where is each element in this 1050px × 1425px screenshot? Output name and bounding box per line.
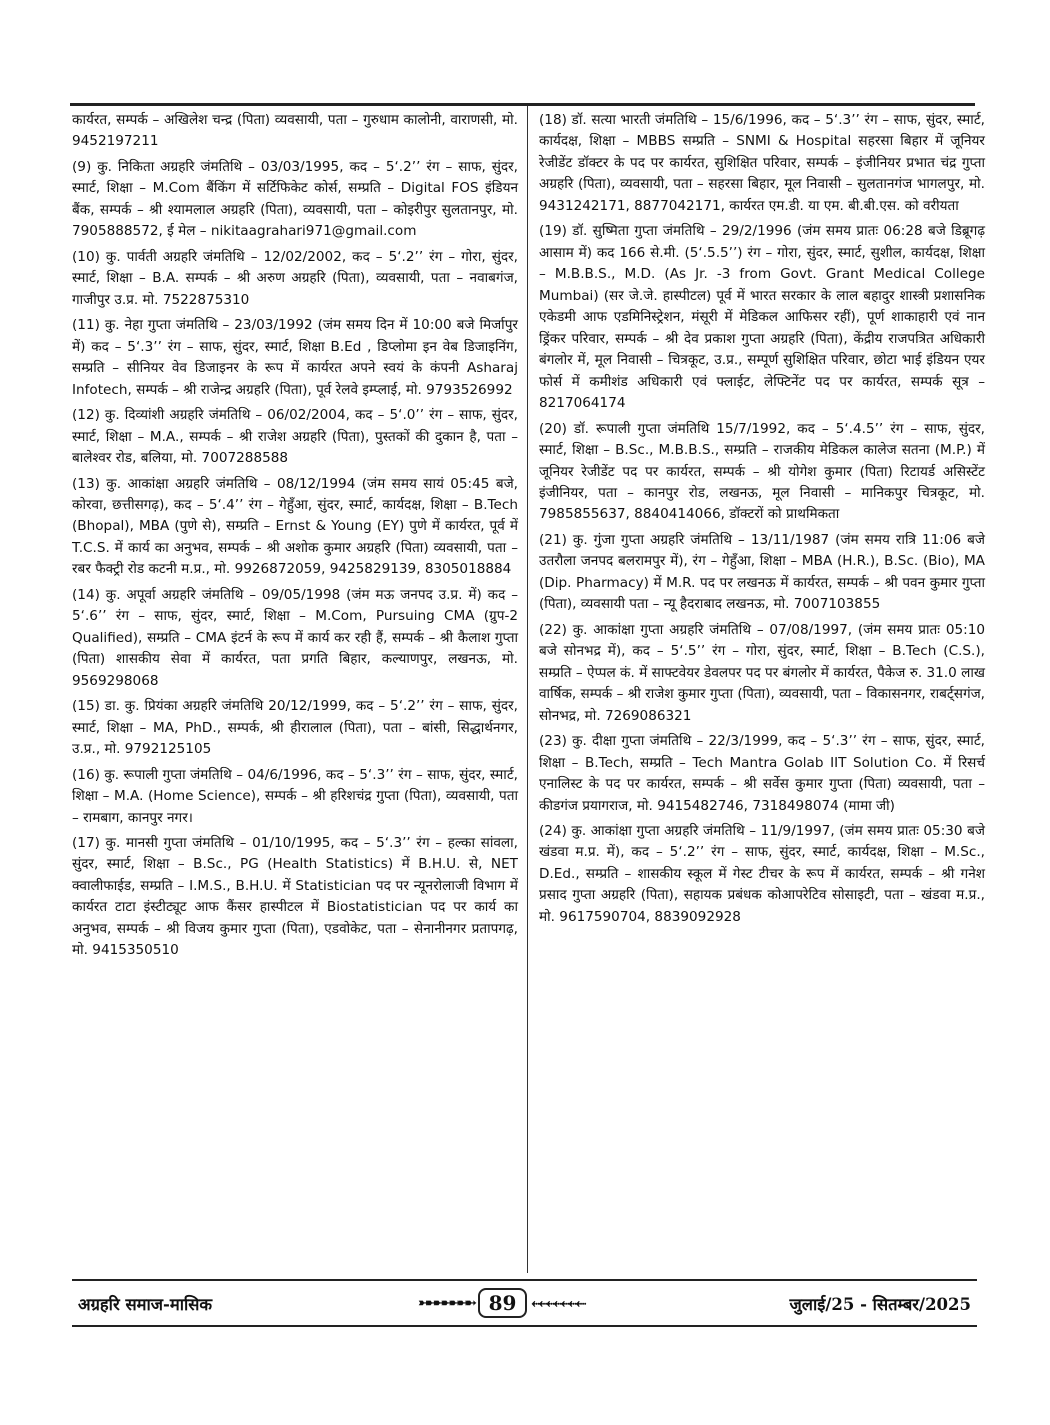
entry-text: (18) डॉ. सत्या भारती जंमतिथि – 15/6/1996, कद – 5‘.3’’ रंग – साफ, सुंदर, स्मार्ट, कार्यदक्ष, शिक्षा – MBBS सम्प्रति – SNMI & Hospital सहरसा बिहार में जूनियर रेजीडेंट डॉक्टर के पद पर कार्यरत, सुशिक्षित परिवार, सम्पर्क – इंजीनियर प्रभात चंद्र गुप्ता अग्रहरि (पिता), व्यवसायी, पता – सहरसा बिहार, मूल निवासी – सुलतानगंज भागलपुर, मो. 9431242171, 8877042171, कार्यरत एम.डी. या एम. बी.बी.एस. को वरीयता <box>539 112 985 214</box>
listing-entry <box>72 405 518 469</box>
entry-text: (9) कु. निकिता अग्रहरि जंमतिथि – 03/03/1995, कद – 5‘.2’’ रंग – साफ, सुंदर, स्मार्ट, शिक्षा – M.Com बैंकिंग में सर्टिफिकेट कोर्स, सम्प्रति – Digital FOS इंडियन बैंक, सम्पर्क – श्री श्यामलाल अग्रहरि (पिता), व्यवसायी, पता – कोइरीपुर सुलतानपुर, मो. 7905888572, ई मेल – nikitaagrahari971@gmail.com <box>72 158 518 240</box>
top-rule <box>70 103 975 106</box>
right-column <box>539 110 985 932</box>
page-footer <box>72 1279 977 1327</box>
arrow-ornament-left-icon: ➳➳➳➳➳➳➳ <box>418 1295 474 1311</box>
listing-entry <box>539 530 985 616</box>
listing-entry <box>72 585 518 692</box>
listing-entry <box>72 474 518 581</box>
entry-text: (12) कु. दिव्यांशी अग्रहरि जंमतिथि – 06/02/2004, कद – 5‘.0’’ रंग – साफ, सुंदर, स्मार्ट, शिक्षा – M.A., सम्पर्क – श्री राजेश अग्रहरि (पिता), पुस्तकों की दुकान है, पता – बालेश्वर रोड, बलिया, मो. 7007288588 <box>72 407 518 467</box>
listing-entry <box>539 419 985 526</box>
listing-entry <box>539 620 985 727</box>
entry-text: (23) कु. दीक्षा गुप्ता जंमतिथि – 22/3/1999, कद – 5‘.3’’ रंग – साफ, सुंदर, स्मार्ट, शिक्षा – B.Tech, सम्प्रति – Tech Mantra Golab IIT Solution Co. में रिसर्च एनालिस्ट के पद पर कार्यरत, सम्पर्क – श्री सर्वेस कुमार गुप्ता (पिता) व्यवसायी, पता – कीडगंज प्रयागराज, मो. 9415482746, 7318498074 (मामा जी) <box>539 733 985 814</box>
entry-text: कार्यरत, सम्पर्क – अखिलेश चन्द्र (पिता) व्यवसायी, पता – गुरुधाम कालोनी, वाराणसी, मो. 9452197211 <box>72 112 518 150</box>
entry-text: (16) कु. रूपाली गुप्ता जंमतिथि – 04/6/1996, कद – 5‘.3’’ रंग – साफ, सुंदर, स्मार्ट, शिक्षा – M.A. (Home Science), सम्पर्क – श्री हरिशचंद्र गुप्ता (पिता), व्यवसायी, पता – रामबाग, कानपुर नगर। <box>72 766 518 826</box>
listing-entry <box>72 765 518 829</box>
listing-entry <box>72 315 518 401</box>
listing-entry <box>539 221 985 414</box>
entry-text: (24) कु. आकांक्षा गुप्ता अग्रहरि जंमतिथि – 11/9/1997, (जंम समय प्रातः 05:30 बजे खंडवा म.प्र. में), कद – 5‘.2’’ रंग – साफ, सुंदर, स्मार्ट, कार्यदक्ष, शिक्षा – M.Sc., D.Ed., सम्प्रति – शासकीय स्कूल में गेस्ट टीचर के रूप में कार्यरत, सम्पर्क – श्री गनेश प्रसाद गुप्ता अग्रहरि (पिता), सहायक प्रबंधक कोआपरेटिव सोसाइटी, पता – खंडवा म.प्र., मो. 9617590704, 8839092928 <box>539 823 985 925</box>
listing-entry <box>72 833 518 962</box>
listing-entry <box>72 110 518 153</box>
entry-text: (19) डॉ. सुष्मिता गुप्ता जंमतिथि – 29/2/1996 (जंम समय प्रातः 06:28 बजे डिब्रूगढ़ आसाम में) कद 166 से.मी. (5‘.5.5’’) रंग – गोरा, सुंदर, स्मार्ट, सुशील, कार्यदक्ष, शिक्षा – M.B.B.S., M.D. (As Jr. -3 from Govt. Grant Medical College Mumbai) (सर जे.जे. हास्पीटल) पूर्व में भारत सरकार के लाल बहादुर शास्त्री प्रशासनिक एकेडमी आफ एडमिनिस्ट्रेशन, मंसूरी में मेडिकल आफिसर रहीं), पूर्ण शाकाहारी एवं नान ड्रिंकर परिवार, सम्पर्क – श्री देव प्रकाश गुप्ता अग्रहरि (पिता), केंद्रीय राजपत्रित अधिकारी बंगलोर में, मूल निवासी – चित्रकूट, उ.प्र., सम्पूर्ण सुशिक्षित परिवार, छोटा भाई इंडियन एयर फोर्स में कमीशंड अधिकारी एवं फ्लाईट, लेफ्टिनेंट पद पर कार्यरत, सम्पर्क सूत्र – 8217064174 <box>539 223 985 412</box>
entry-text: (15) डा. कु. प्रियंका अग्रहरि जंमतिथि 20/12/1999, कद – 5‘.2’’ रंग – साफ, सुंदर, स्मार्ट, शिक्षा – MA, PhD., सम्पर्क, श्री हीरालाल (पिता), पता – बांसी, सिद्धार्थनगर, उ.प्र., मो. 9792125105 <box>72 698 518 758</box>
entry-text: (21) कु. गुंजा गुप्ता अग्रहरि जंमतिथि – 13/11/1987 (जंम समय रात्रि 11:06 बजे उतरौला जनपद बलरामपुर में), रंग – गेहुँआ, शिक्षा – MBA (H.R.), B.Sc. (Bio), MA (Dip. Pharmacy) में M.R. पद पर लखनऊ में कार्यरत, सम्पर्क – श्री पवन कुमार गुप्ता (पिता), व्यवसायी पता – न्यू हैदराबाद लखनऊ, मो. 7007103855 <box>539 531 985 613</box>
arrow-ornament-right-icon: ⬸⬸⬸⬸⬸⬸⬸ <box>531 1295 584 1311</box>
listing-entry <box>539 731 985 817</box>
entry-text: (13) कु. आकांक्षा अग्रहरि जंमतिथि – 08/12/1994 (जंम समय सायं 05:45 बजे, कोरवा, छत्तीसगढ़), कद – 5‘.4’’ रंग – गेहुँआ, सुंदर, स्मार्ट, कार्यदक्ष, शिक्षा – B.Tech (Bhopal), MBA (पुणे से), सम्प्रति – Ernst & Young (EY) पुणे में कार्यरत, पूर्व में T.C.S. में कार्य का अनुभव, सम्पर्क – श्री अशोक कुमार अग्रहरि (पिता) व्यवसायी, पता – रबर फैक्ट्री रोड कटनी म.प्र., मो. 9926872059, 9425829139, 8305018884 <box>72 475 518 578</box>
left-column <box>72 110 518 966</box>
listing-entry <box>72 696 518 760</box>
listing-entry <box>72 247 518 311</box>
entry-text: (14) कु. अपूर्वा अग्रहरि जंमतिथि – 09/05/1998 (जंम मऊ जनपद उ.प्र. में) कद – 5‘.6’’ रंग – साफ, सुंदर, स्मार्ट, शिक्षा – M.Com, Pursuing CMA (ग्रुप-2 Qualified), सम्प्रति – CMA इंटर्न के रूप में कार्य कर रही हैं, सम्पर्क – श्री कैलाश गुप्ता (पिता) शासकीय सेवा में कार्यरत, पता प्रगति बिहार, कल्याणपुर, लखनऊ, मो. 9569298068 <box>72 586 518 689</box>
listing-entry <box>72 157 518 243</box>
publication-name: अग्रहरि समाज-मासिक <box>78 1294 213 1314</box>
page-number: 89 <box>478 1288 528 1318</box>
entry-text: (20) डॉ. रूपाली गुप्ता जंमतिथि 15/7/1992, कद – 5‘.4.5’’ रंग – साफ, सुंदर, स्मार्ट, शिक्षा – B.Sc., M.B.B.S., सम्प्रति – राजकीय मेडिकल कालेज सतना (M.P.) में जूनियर रेजीडेंट पद पर कार्यरत, सम्पर्क – श्री योगेश कुमार (पिता) रिटायर्ड असिस्टेंट इंजीनियर, पता – कानपुर रोड, लखनऊ, मूल निवासी – मानिकपुर चित्रकूट, मो. 7985855637, 8840414066, डॉक्टरों को प्राथमिकता <box>539 420 985 523</box>
column-divider <box>527 106 528 1273</box>
entry-text: (17) कु. मानसी गुप्ता जंमतिथि – 01/10/1995, कद – 5‘.3’’ रंग – हल्का सांवला, सुंदर, स्मार्ट, शिक्षा – B.Sc., PG (Health Statistics) में B.H.U. से, NET क्वालीफाईड, सम्प्रति – I.M.S., B.H.U. में Statistician पद पर न्यूनरोलाजी विभाग में कार्यरत टाटा इंस्टीट्यूट आफ कैंसर हास्पीटल में Biostatistician पद पर कार्य का अनुभव, सम्पर्क – श्री विजय कुमार गुप्ता (पिता), एडवोकेट, पता – सेनानीनगर प्रतापगढ़, मो. 9415350510 <box>72 835 518 959</box>
issue-date-range: जुलाई/25 - सितम्बर/2025 <box>789 1294 971 1314</box>
entry-text: (10) कु. पार्वती अग्रहरि जंमतिथि – 12/02/2002, कद – 5‘.2’’ रंग – गोरा, सुंदर, स्मार्ट, शिक्षा – B.A. सम्पर्क – श्री अरुण अग्रहरि (पिता), व्यवसायी, पता – नवाबगंज, गाजीपुर उ.प्र. मो. 7522875310 <box>72 248 518 308</box>
entry-text: (11) कु. नेहा गुप्ता जंमतिथि – 23/03/1992 (जंम समय दिन में 10:00 बजे मिर्जापुर में) कद – 5‘.3’’ रंग – साफ, सुंदर, स्मार्ट, शिक्षा B.Ed , डिप्लोमा इन वेब डिजाइनिंग, सम्प्रति – सीनियर वेव डिजाइनर के रूप में कार्यरत अपने स्वयं के कंपनी Asharaj Infotech, सम्पर्क – श्री राजेन्द्र अग्रहरि (पिता), पूर्व रेलवे इम्प्लाई, मो. 9793526992 <box>72 317 518 398</box>
listing-entry <box>539 821 985 928</box>
listing-entry <box>539 110 985 217</box>
page-number-block <box>418 1288 583 1318</box>
entry-text: (22) कु. आकांक्षा गुप्ता अग्रहरि जंमतिथि – 07/08/1997, (जंम समय प्रातः 05:10 बजे सोनभद्र में), कद – 5‘.5’’ रंग – गोरा, सुंदर, स्मार्ट, शिक्षा – B.Tech (C.S.), सम्प्रति – ऐप्पल कं. में साफ्टवेयर डेवलपर पद पर बंगलोर में कार्यरत, पैकेज रु. 31.0 लाख वार्षिक, सम्पर्क – श्री राजेश कुमार गुप्ता (पिता), व्यवसायी, पता – विकासनगर, राबर्ट्सगंज, सोनभद्र, मो. 7269086321 <box>539 621 985 724</box>
